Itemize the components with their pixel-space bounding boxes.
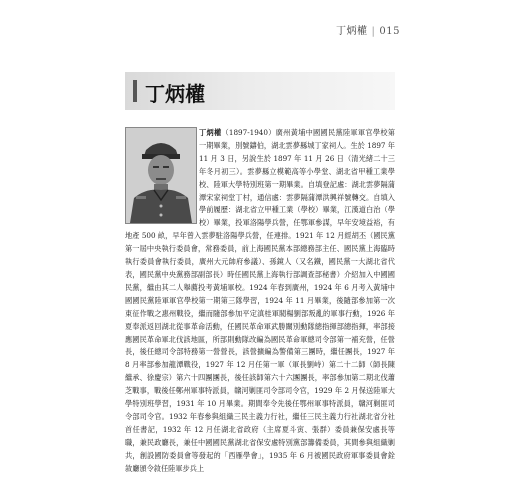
biography-text: [125, 127, 395, 475]
biography-body: （1897-1940）廣州黃埔中國國民黨陸軍軍官學校第一期畢業，別號鑄伯，湖北雲夢縣城丁家祠人。生於 1897 年 11 月 3 日，另說生於 1897 年 11 月 26 日（清光緒二十三年冬月初三）。雲夢縣立模範高等小學堂、湖北省甲種工業學校、陸軍大學特別班第一期畢業。自填登記處：湖北雲夢隔蒲潭宋家祠堂丁村，通信處：雲夢隔蒲潭洪興祥號轉交。自填入學前履歷：湖北省立甲種工業（學校）畢業，江漢道白治（學校）畢業，投軍洛陽學兵營，任鄂軍參謀，早年安境益裕，有地產 500 畝，早年曾入雲夢駐洛陽學兵營，任連排。1921 年 12 月經胡丕（國民黨第一屆中央執行委員會，常務委員，前上海國民黨本部總務部主任、國民黨上海臨時執行委員會執行委員，廣州大元帥府參議）、孫鏡人（又名鐵，國民黨一大湖北省代表，國民黨中央黨務部副部長）時任國民黨上海執行部調查部秘書）介紹加入中國國民黨，繼由其二人舉薦投考黃埔軍校。1924 年春到廣州，1924 年 6 月考入黃埔中國國民黨陸軍軍官學校第一期第三隊學習，1924 年 11 月畢業，後隨部參加第一次東征作戰之惠州戰役，繼而隨部參加平定滇桂軍閥楊劉部叛亂的軍事行動，1926 年夏奉派返回湖北從事革命活動，任國民革命軍武勝關別動隊總指揮部總指揮，率部接應國民革命軍北伐該地區，所部則動隊改編為國民革命軍總司令部第一補充營，任營長，後任總司令部特務第一營營長，該營擴編為警備第三團時，繼任團長，1927 年 8 月率部參加龍潭戰役，1927 年 12 月任第一軍（軍長劉峙）第二十二師（師長陳繼承、徐慶宗）第六十四團團長，後任該師第六十六團團長，率部參加第二期北伐蕭芝戰事，戰後任鄭州軍事特派員，贛河剿匪司令部司令官，1929 年 2 月保送陸軍大學特別班學習，1931 年 10 月畢業。期間奉令先後任鄂州軍事特派員，贛河剿匪司令部司令官。1932 年春參與組織三民主義力行社，繼任三民主義力行社湖北省分社首任書記，1932 年 12 月任湖北省政府（主席夏斗寅、張群）委員兼保安處長等職，兼民政廳長，兼任中國國民黨湖北省保安處特別黨部籌備委員，其間參與組織剿共，創設國防委員會等發起的「西雁學會」，1935 年 6 月被國民政府軍事委員會銓敘廳頒令敘任陸軍步兵上: [125, 128, 395, 473]
entry-title: 丁炳權: [145, 82, 205, 106]
page-number: 015: [379, 26, 400, 37]
running-title: 丁炳權: [336, 26, 368, 37]
entry-title-bar: [125, 72, 395, 110]
title-accent-bar: [133, 80, 137, 102]
header-separator: |: [371, 26, 376, 37]
lead-name: 丁炳權: [199, 128, 222, 137]
running-header: [336, 22, 400, 37]
photo-float-spacer: [125, 127, 199, 228]
